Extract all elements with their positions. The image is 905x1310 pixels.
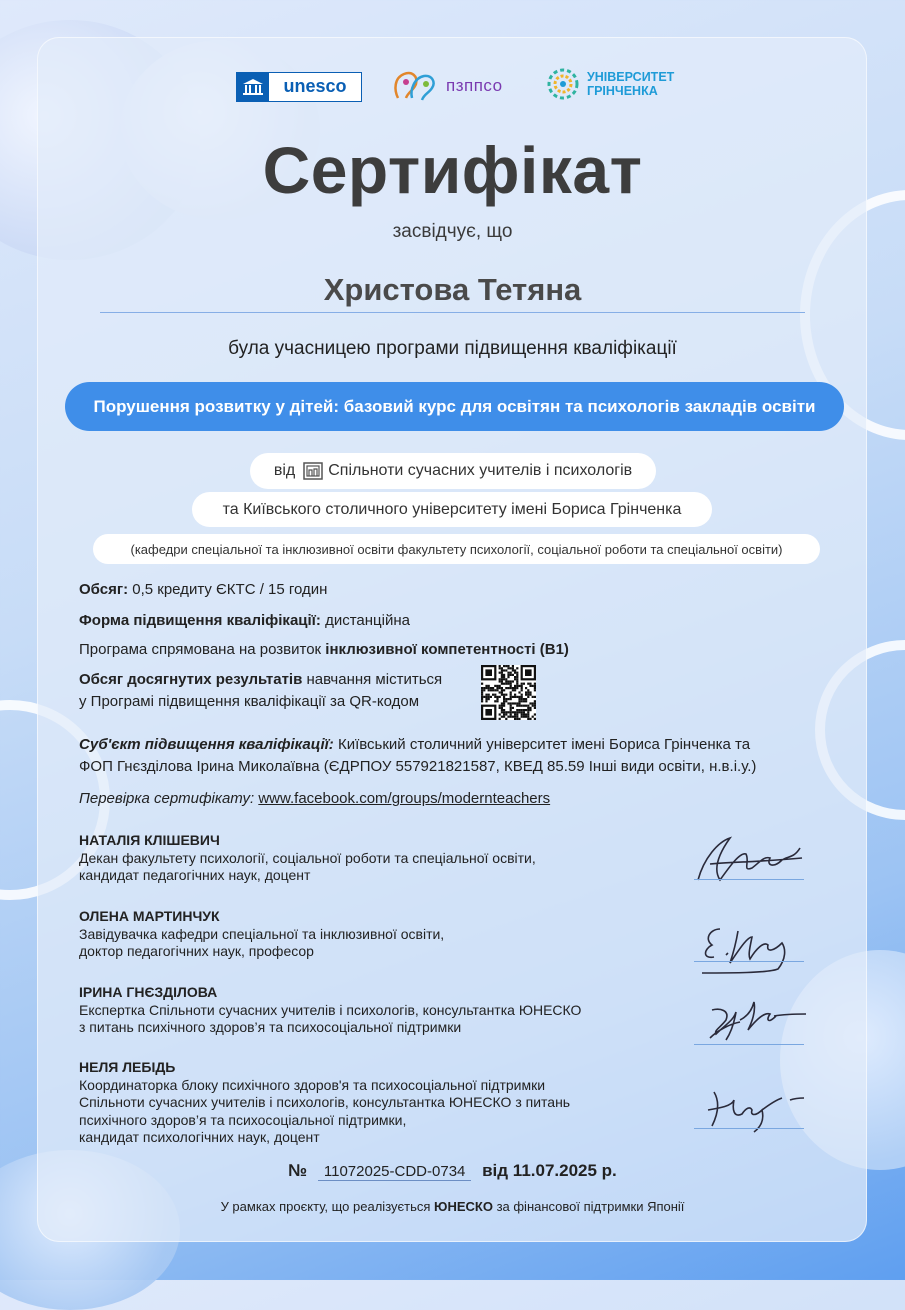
certificate-title: Сертифікат: [262, 133, 643, 207]
logos-row: [0, 62, 905, 108]
certificate-number-line: № 11072025-CDD-0734 від 11.07.2025 р.: [288, 1161, 617, 1180]
program-line: Програма спрямована на розвиток інклюзивної компетентності (В1): [79, 641, 569, 658]
grinchenko-logo-text: УНІВЕРСИТЕТ ГРІНЧЕНКА: [587, 70, 675, 98]
grinchenko-sun-icon: [545, 66, 581, 102]
spilnota-logo-text: пзппсо: [446, 76, 503, 95]
signatory-4: НЕЛЯ ЛЕБІДЬ Координаторка блоку психічного здоров'я та психосоціальної підтримки Спільноти сучасних учителів і психологів, консультантка ЮНЕСКО з питань психічного здоров’я та психосоціальної підтримки, кандидат психологічних наук, доцент: [79, 1059, 679, 1147]
unesco-temple-icon: [237, 73, 269, 101]
university-pill: та Київського столичного університету імені Бориса Грінченка: [192, 492, 712, 527]
qr-code[interactable]: [481, 665, 536, 720]
signature-line-4: [694, 1128, 804, 1129]
subject-line-2: ФОП Гнєзділова Ірина Миколаївна (ЄДРПОУ 557921821587, КВЕД 85.59 Інші види освіти, н.в.і.у.): [79, 758, 757, 775]
signature-line-3: [694, 1044, 804, 1045]
signature-line-1: [694, 879, 804, 880]
name-underline: [100, 312, 805, 313]
signatory-name: ОЛЕНА МАРТИНЧУК: [79, 908, 220, 924]
signature-4: [690, 1078, 810, 1138]
signature-3: [690, 990, 810, 1050]
signatory-2: ОЛЕНА МАРТИНЧУК Завідувачка кафедри спеціальної та інклюзивної освіти, доктор педагогічних наук, професор: [79, 908, 679, 961]
course-title-banner: [65, 382, 844, 431]
form-line: Форма підвищення кваліфікації: дистанційна: [79, 612, 410, 629]
verify-line: Перевірка сертифікату: www.facebook.com/groups/modernteachers: [79, 790, 551, 807]
participant-text: була учасницею програми підвищення кваліфікації: [228, 338, 677, 359]
signatory-name: НАТАЛІЯ КЛІШЕВИЧ: [79, 832, 220, 848]
signatory-name: НЕЛЯ ЛЕБІДЬ: [79, 1059, 176, 1075]
results-line-2: у Програмі підвищення кваліфікації за QR-кодом: [79, 693, 420, 710]
recipient-name: Христова Тетяна: [323, 272, 582, 307]
unesco-logo: [236, 72, 362, 102]
signatory-3: ІРИНА ГНЄЗДІЛОВА Експертка Спільноти сучасних учителів і психологів, консультантка ЮНЕСКО з питань психічного здоров’я та психосоціальної підтримки: [79, 984, 679, 1037]
spilnota-small-icon: [303, 462, 323, 480]
signature-line-2: [694, 961, 804, 962]
signatory-name: ІРИНА ГНЄЗДІЛОВА: [79, 984, 218, 1000]
footer-note: У рамках проєкту, що реалізується ЮНЕСКО за фінансової підтримки Японії: [220, 1199, 685, 1214]
certifies-text: засвідчує, що: [392, 221, 513, 242]
from-organization-pill: від Спільноти сучасних учителів і психологів: [250, 453, 656, 489]
course-title: Порушення розвитку у дітей: базовий курс для освітян та психологів закладів освіти: [93, 396, 816, 416]
signature-2: [690, 915, 810, 975]
grinchenko-logo: [545, 64, 674, 104]
verify-link[interactable]: www.facebook.com/groups/modernteachers: [258, 790, 551, 807]
volume-line: Обсяг: 0,5 кредиту ЄКТС / 15 годин: [79, 581, 328, 598]
results-line: Обсяг досягнутих результатів навчання міститься: [79, 671, 443, 688]
certificate-date: від 11.07.2025 р.: [482, 1161, 617, 1180]
subject-line: Суб'єкт підвищення кваліфікації: Київський столичний університет імені Бориса Грінченка та: [79, 736, 751, 753]
from-organization-name: Спільноти сучасних учителів і психологів: [328, 462, 633, 479]
signatory-1: НАТАЛІЯ КЛІШЕВИЧ Декан факультету психології, соціальної роботи та спеціальної освіти, кандидат педагогічних наук, доцент: [79, 832, 679, 885]
unesco-logo-text: unesco: [283, 76, 347, 96]
certificate-number: 11072025-CDD-0734: [318, 1163, 471, 1181]
department-pill: (кафедри спеціальної та інклюзивної освіти факультету психології, соціальної роботи та спеціальної освіти): [93, 534, 820, 564]
spilnota-logo: [392, 66, 503, 106]
spilnota-heads-icon: [392, 68, 442, 104]
